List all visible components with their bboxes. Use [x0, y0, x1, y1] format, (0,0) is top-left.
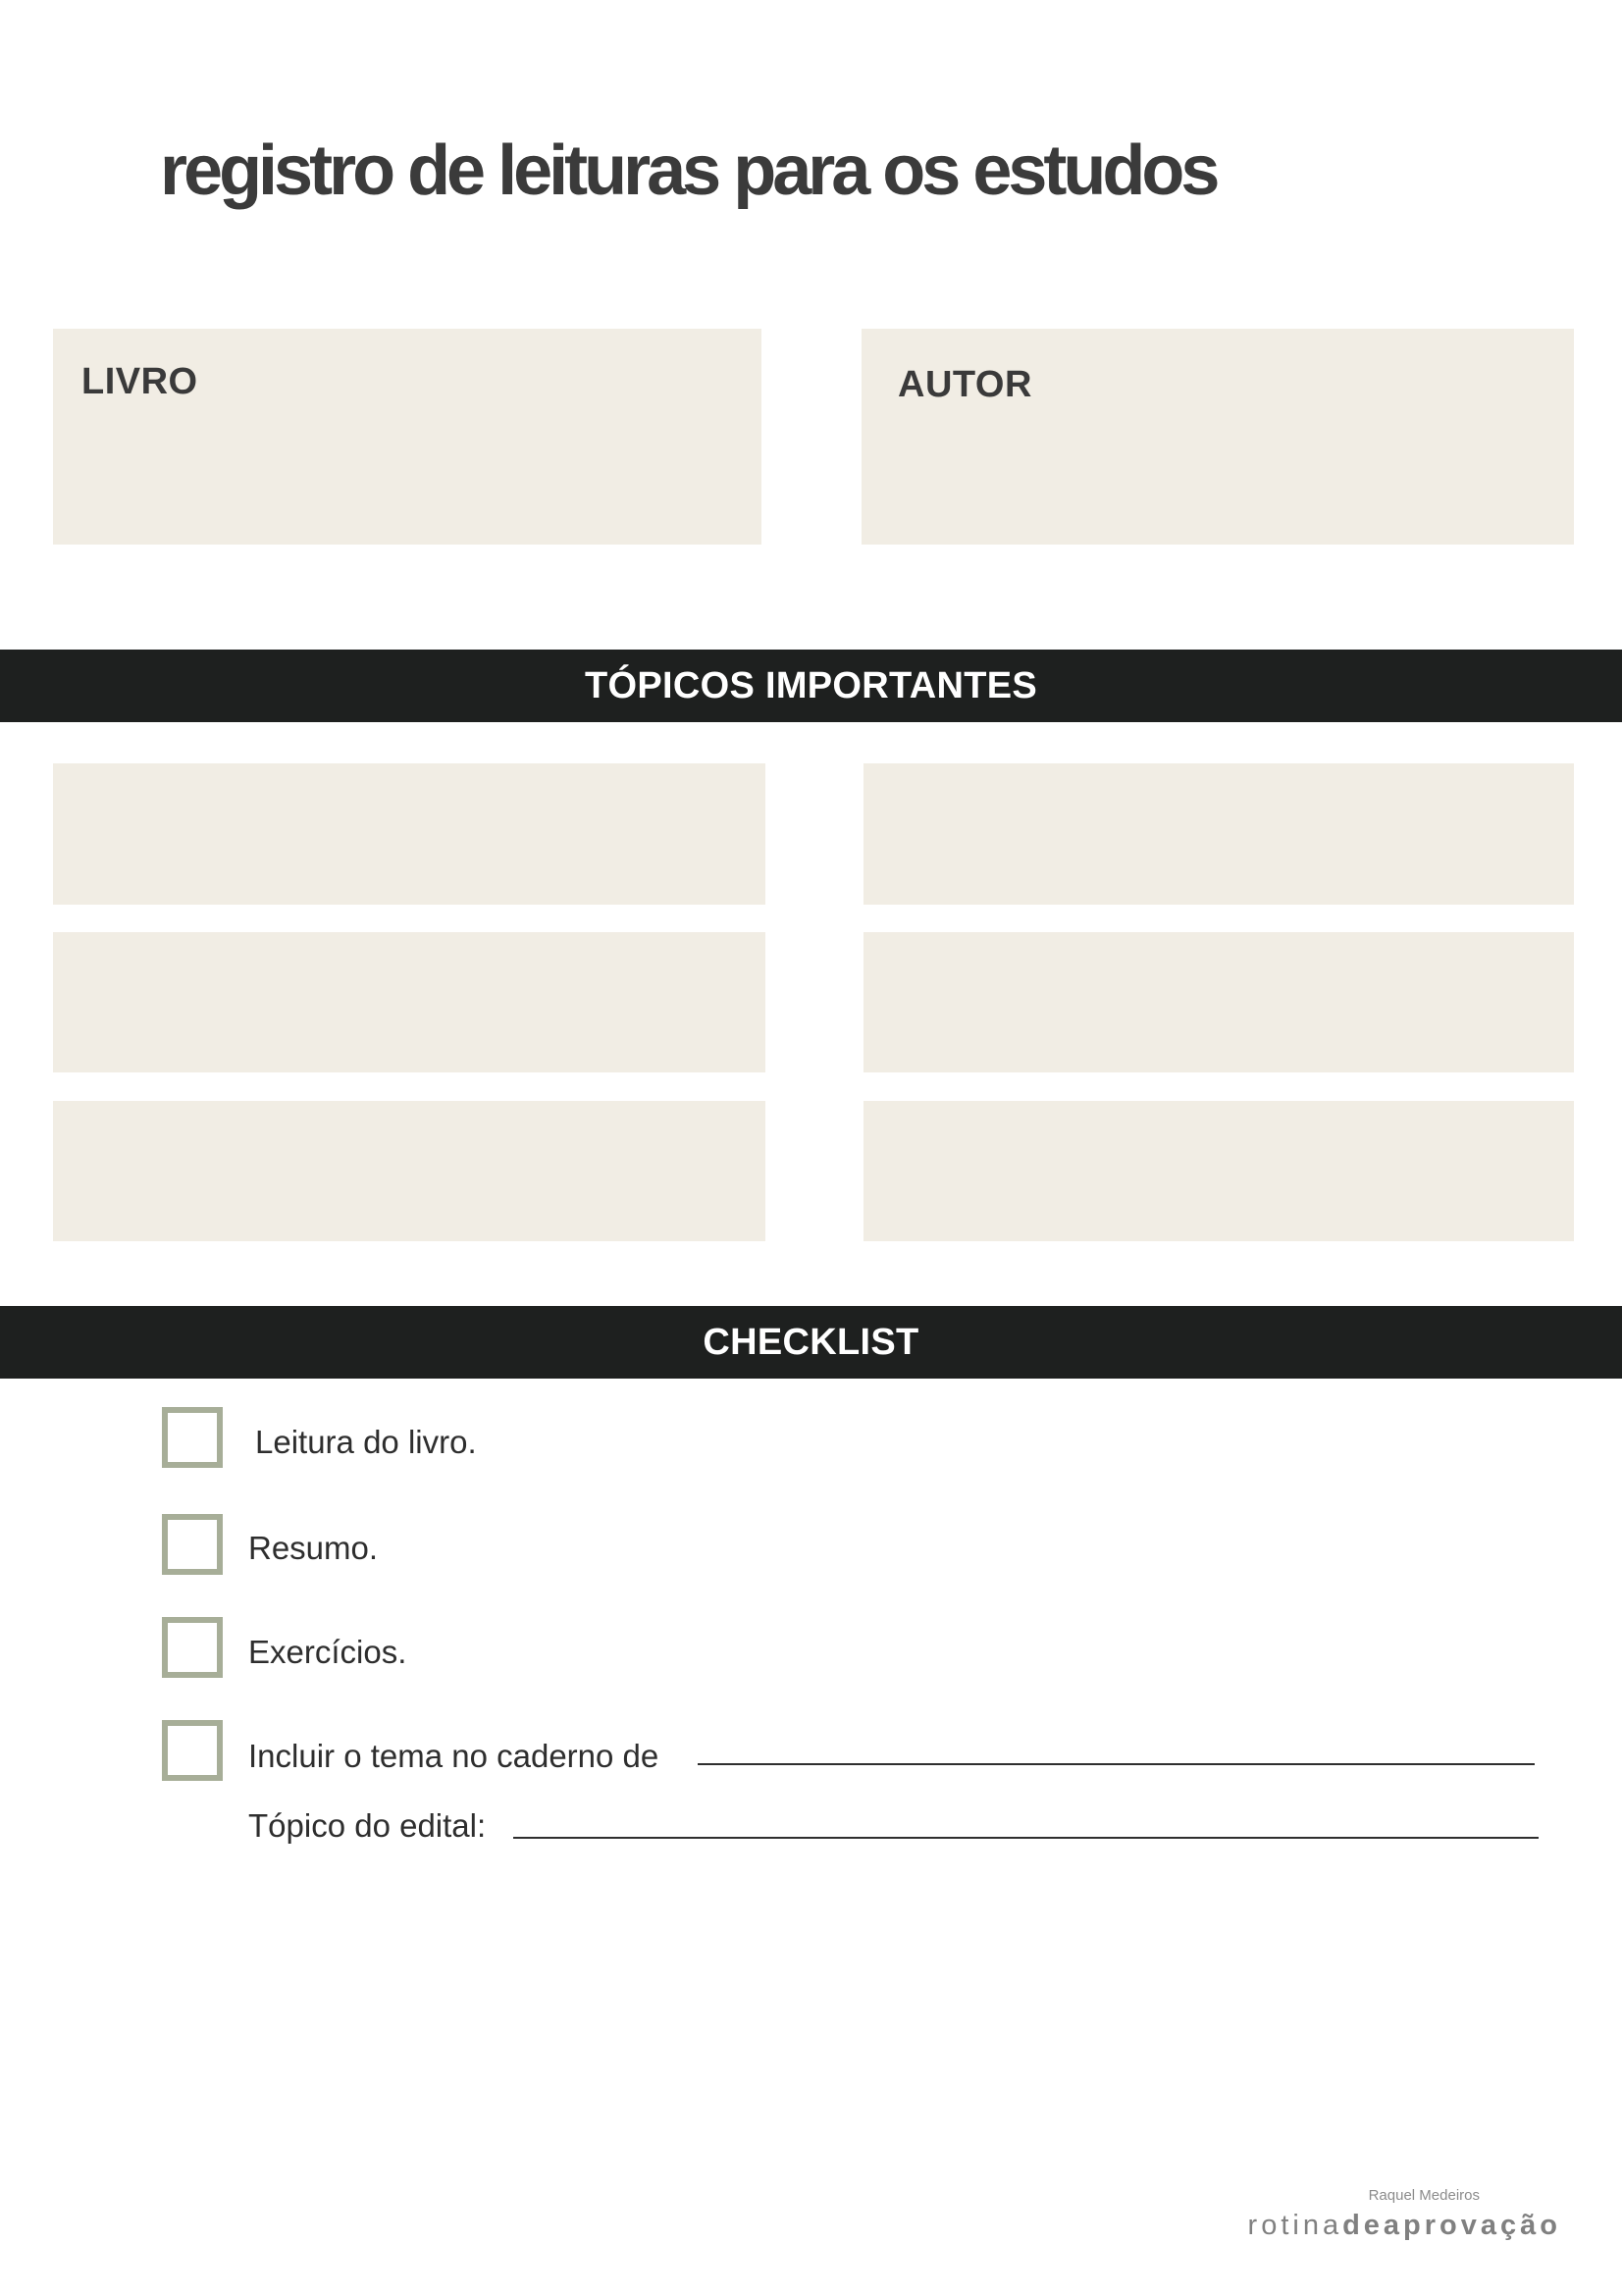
page-title: registro de leituras para os estudos — [160, 131, 1217, 210]
livro-field[interactable] — [53, 329, 761, 545]
topic-box-4[interactable] — [863, 932, 1574, 1072]
checklist-header-label: CHECKLIST — [703, 1321, 919, 1363]
topicos-header — [0, 650, 1622, 722]
checklist-item-label: Incluir o tema no caderno de — [248, 1738, 659, 1774]
checklist-item-label: Leitura do livro. — [255, 1424, 477, 1460]
checkbox-leitura[interactable] — [162, 1407, 223, 1468]
checklist-item-label: Resumo. — [248, 1530, 379, 1566]
topic-box-5[interactable] — [53, 1101, 765, 1241]
checkbox-exercicios[interactable] — [162, 1617, 223, 1678]
topic-box-1[interactable] — [53, 763, 765, 905]
checkbox-caderno[interactable] — [162, 1720, 223, 1781]
checklist-item-label: Exercícios. — [248, 1634, 407, 1670]
topico-edital-blank-line[interactable] — [513, 1837, 1539, 1839]
topicos-header-label: TÓPICOS IMPORTANTES — [584, 664, 1037, 706]
checklist-header — [0, 1306, 1622, 1379]
autor-field[interactable] — [862, 329, 1574, 545]
author-credit: Raquel Medeiros — [1368, 2187, 1480, 2204]
autor-label: AUTOR — [898, 364, 1032, 405]
checkbox-resumo[interactable] — [162, 1514, 223, 1575]
topic-box-3[interactable] — [53, 932, 765, 1072]
brand-light-text: rotina — [1247, 2210, 1343, 2241]
livro-label: LIVRO — [81, 361, 198, 402]
topico-edital-label: Tópico do edital: — [248, 1807, 487, 1844]
caderno-blank-line[interactable] — [698, 1763, 1535, 1765]
brand-bold-text: deaprovação — [1342, 2210, 1561, 2241]
topic-box-6[interactable] — [863, 1101, 1574, 1241]
topic-box-2[interactable] — [863, 763, 1574, 905]
brand-logo — [1248, 2210, 1561, 2242]
